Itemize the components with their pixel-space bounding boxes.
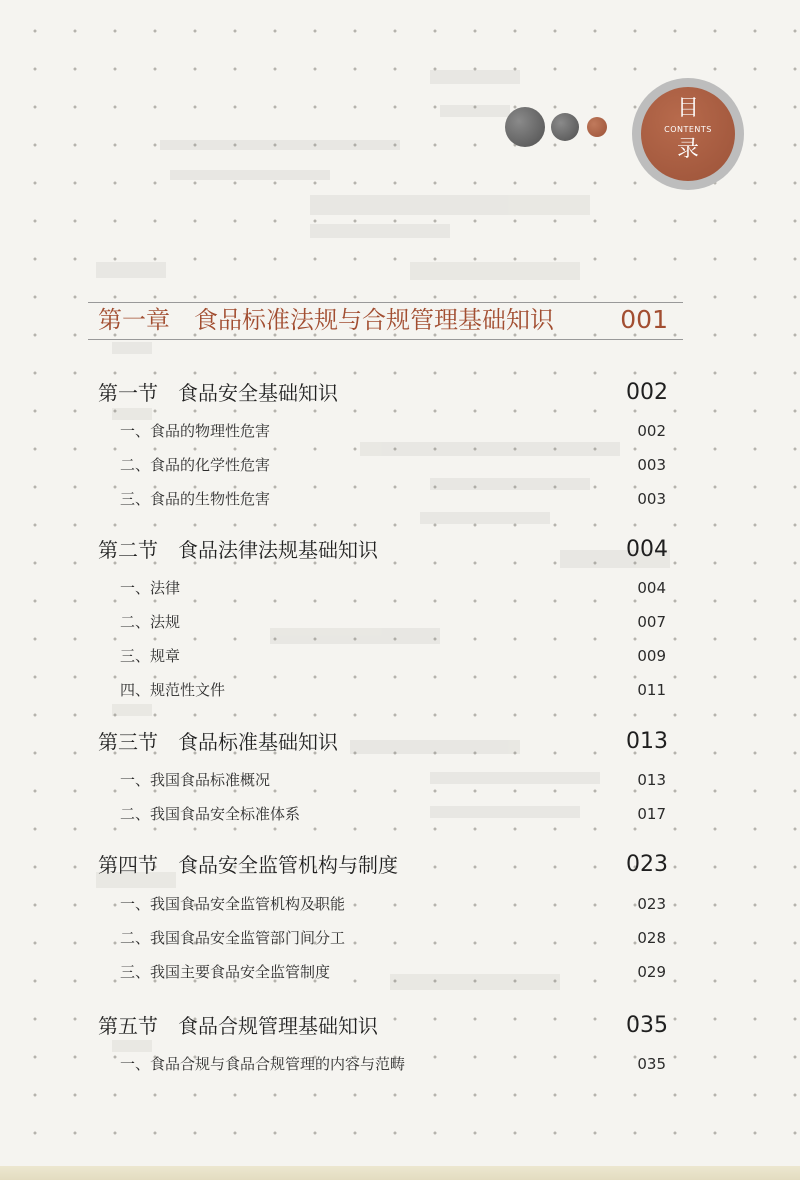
section-page-number: 013 (626, 729, 668, 754)
toc-item-page: 011 (637, 681, 666, 699)
chapter-page-number: 001 (620, 305, 668, 334)
contents-emblem (641, 87, 735, 181)
toc-item-page: 017 (637, 805, 666, 823)
decor-dot-large (505, 107, 545, 147)
emblem-top-char: 目 (676, 96, 699, 121)
decor-dot-medium (551, 113, 579, 141)
page-bottom-edge (0, 1166, 800, 1180)
toc-item[interactable]: 二、我国食品安全监管部门间分工 (120, 929, 346, 947)
toc-item-page: 035 (637, 1055, 666, 1073)
section-title[interactable]: 第四节 食品安全监管机构与制度 (98, 853, 398, 877)
section-title[interactable]: 第二节 食品法律法规基础知识 (98, 538, 378, 562)
section-page-number: 002 (626, 380, 668, 405)
toc-item[interactable]: 三、规章 (120, 647, 181, 665)
decor-dot-small (587, 117, 607, 137)
toc-item[interactable]: 四、规范性文件 (120, 681, 226, 699)
section-title[interactable]: 第一节 食品安全基础知识 (98, 381, 338, 405)
emblem-english: CONTENTS (664, 125, 712, 134)
toc-item-page: 009 (637, 647, 666, 665)
toc-item-page: 007 (637, 613, 666, 631)
toc-item-page: 002 (637, 422, 666, 440)
toc-item[interactable]: 一、我国食品标准概况 (120, 771, 271, 789)
section-title[interactable]: 第三节 食品标准基础知识 (98, 730, 338, 754)
toc-item-page: 013 (637, 771, 666, 789)
toc-item[interactable]: 二、食品的化学性危害 (120, 456, 271, 474)
toc-item[interactable]: 三、食品的生物性危害 (120, 490, 271, 508)
toc-item-page: 003 (637, 456, 666, 474)
toc-item[interactable]: 二、我国食品安全标准体系 (120, 805, 301, 823)
section-title[interactable]: 第五节 食品合规管理基础知识 (98, 1014, 378, 1038)
toc-item[interactable]: 一、食品合规与食品合规管理的内容与范畴 (120, 1055, 406, 1073)
section-page-number: 004 (626, 537, 668, 562)
toc-item-page: 004 (637, 579, 666, 597)
toc-item[interactable]: 二、法规 (120, 613, 181, 631)
section-page-number: 023 (626, 852, 668, 877)
toc-item-page: 028 (637, 929, 666, 947)
toc-item-page: 003 (637, 490, 666, 508)
section-page-number: 035 (626, 1013, 668, 1038)
toc-item[interactable]: 三、我国主要食品安全监管制度 (120, 963, 331, 981)
toc-item[interactable]: 一、食品的物理性危害 (120, 422, 271, 440)
emblem-bottom-char: 录 (676, 137, 699, 162)
toc-item-page: 023 (637, 895, 666, 913)
toc-item[interactable]: 一、我国食品安全监管机构及职能 (120, 895, 346, 913)
toc-item[interactable]: 一、法律 (120, 579, 181, 597)
chapter-title[interactable]: 第一章 食品标准法规与合规管理基础知识 (98, 306, 554, 334)
toc-item-page: 029 (637, 963, 666, 981)
